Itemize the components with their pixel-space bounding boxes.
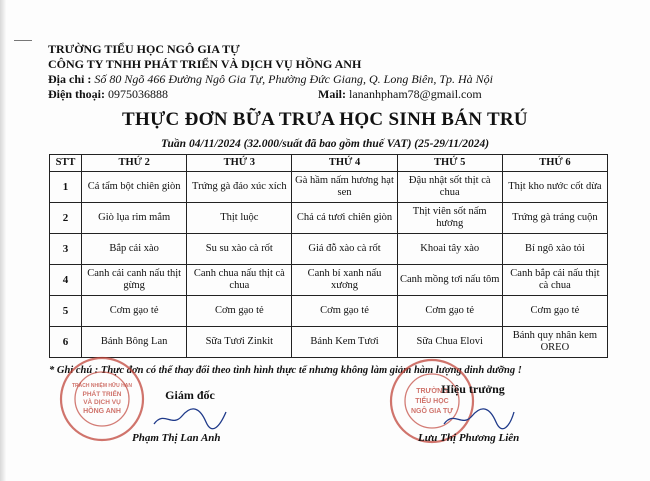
dish-cell: Canh bí xanh nấu xương bbox=[292, 265, 397, 296]
column-header: THỨ 4 bbox=[292, 155, 397, 172]
mail-field bbox=[318, 87, 482, 102]
table-row bbox=[50, 327, 608, 358]
mail-label: Mail: bbox=[318, 87, 346, 101]
dish-cell: Bắp cải xào bbox=[82, 234, 187, 265]
principal-name: Lưu Thị Phương Liên bbox=[418, 432, 520, 444]
director-role: Giám đốc bbox=[165, 388, 215, 402]
svg-text:HỒNG ANH: HỒNG ANH bbox=[83, 408, 121, 415]
address-line bbox=[48, 72, 608, 87]
row-number: 5 bbox=[50, 296, 82, 327]
dish-cell: Khoai tây xào bbox=[397, 234, 502, 265]
svg-text:PHÁT TRIỂN: PHÁT TRIỂN bbox=[82, 391, 122, 398]
dish-cell: Sữa Tươi Zinkit bbox=[187, 327, 292, 358]
column-header: THỨ 3 bbox=[187, 155, 292, 172]
dish-cell: Thịt kho nước cốt dừa bbox=[502, 172, 607, 203]
row-number: 1 bbox=[50, 172, 82, 203]
dish-cell: Canh cải canh nấu thịt gừng bbox=[82, 265, 187, 296]
dish-cell: Canh bắp cải nấu thịt cà chua bbox=[502, 265, 607, 296]
row-number: 3 bbox=[50, 234, 82, 265]
dish-cell: Cơm gạo tẻ bbox=[397, 296, 502, 327]
column-header: THỨ 2 bbox=[82, 155, 187, 172]
dish-cell: Trứng gà tráng cuộn bbox=[502, 203, 607, 234]
table-row bbox=[50, 203, 608, 234]
handwritten-signature-icon bbox=[438, 404, 518, 430]
column-header: THỨ 5 bbox=[397, 155, 502, 172]
svg-text:NGÔ GIA TỰ: NGÔ GIA TỰ bbox=[410, 408, 454, 415]
mail-value: lananhpham78@gmail.com bbox=[349, 87, 482, 101]
director-signature-block bbox=[120, 388, 260, 444]
footnote: * Ghi chú : Thực đơn có thể thay đổi theo tình hình thực tế nhưng không làm giảm hàm lượng dinh dưỡng ! bbox=[49, 365, 522, 376]
director-name: Phạm Thị Lan Anh bbox=[132, 432, 221, 444]
dish-cell: Gà hầm nấm hương hạt sen bbox=[292, 172, 397, 203]
table-row bbox=[50, 265, 608, 296]
phone-value: 0975036888 bbox=[108, 87, 168, 101]
contact-line bbox=[48, 87, 608, 102]
principal-role: Hiệu trưởng bbox=[441, 382, 505, 396]
dish-cell: Canh chua nấu thịt cà chua bbox=[187, 265, 292, 296]
dish-cell: Thịt luộc bbox=[187, 203, 292, 234]
dish-cell: Cơm gạo tẻ bbox=[82, 296, 187, 327]
margin-mark bbox=[14, 40, 32, 41]
menu-title: THỰC ĐƠN BỮA TRƯA HỌC SINH BÁN TRÚ bbox=[122, 109, 528, 130]
week-subtitle: Tuần 04/11/2024 (32.000/suất đã bao gồm thuế VAT) (25-29/11/2024) bbox=[160, 138, 490, 150]
address-label: Địa chỉ : bbox=[48, 72, 92, 86]
dish-cell: Bánh Kem Tươi bbox=[292, 327, 397, 358]
dish-cell: Giò lụa rim mắm bbox=[82, 203, 187, 234]
row-number: 4 bbox=[50, 265, 82, 296]
school-name: TRƯỜNG TIỂU HỌC NGÔ GIA TỰ bbox=[48, 42, 240, 56]
svg-text:TIỂU HỌC: TIỂU HỌC bbox=[415, 398, 449, 405]
table-row bbox=[50, 234, 608, 265]
dish-cell: Bí ngô xào tỏi bbox=[502, 234, 607, 265]
phone-label: Điện thoại: bbox=[48, 87, 105, 101]
dish-cell: Sữa Chua Elovi bbox=[397, 327, 502, 358]
table-header-row bbox=[50, 155, 608, 172]
address-value: Số 80 Ngõ 466 Đường Ngô Gia Tự, Phường Đức Giang, Q. Long Biên, Tp. Hà Nội bbox=[94, 72, 494, 86]
table-row bbox=[50, 172, 608, 203]
dish-cell: Bánh Bông Lan bbox=[82, 327, 187, 358]
row-number: 2 bbox=[50, 203, 82, 234]
svg-text:TRÁCH NHIỆM HỮU HẠN: TRÁCH NHIỆM HỮU HẠN bbox=[72, 383, 132, 389]
phone-field bbox=[48, 87, 168, 102]
dish-cell: Cơm gạo tẻ bbox=[292, 296, 397, 327]
column-header: STT bbox=[50, 155, 82, 172]
dish-cell: Trứng gà đảo xúc xích bbox=[187, 172, 292, 203]
dish-cell: Cơm gạo tẻ bbox=[187, 296, 292, 327]
column-header: THỨ 6 bbox=[502, 155, 607, 172]
dish-cell: Cá tẩm bột chiên giòn bbox=[82, 172, 187, 203]
row-number: 6 bbox=[50, 327, 82, 358]
table-row bbox=[50, 296, 608, 327]
handwritten-signature-icon bbox=[150, 406, 230, 430]
dish-cell: Chả cá tươi chiên giòn bbox=[292, 203, 397, 234]
dish-cell: Cơm gạo tẻ bbox=[502, 296, 607, 327]
svg-text:TRƯỜNG: TRƯỜNG bbox=[416, 388, 448, 395]
lunch-menu-table bbox=[49, 154, 608, 358]
page-fold-shadow bbox=[0, 0, 6, 481]
dish-cell: Su su xào cà rốt bbox=[187, 234, 292, 265]
dish-cell: Thịt viên sốt nấm hương bbox=[397, 203, 502, 234]
svg-text:VÀ DỊCH VỤ: VÀ DỊCH VỤ bbox=[83, 399, 121, 406]
dish-cell: Đậu nhật sốt thịt cà chua bbox=[397, 172, 502, 203]
dish-cell: Giá đỗ xào cà rốt bbox=[292, 234, 397, 265]
dish-cell: Bánh quy nhân kem OREO bbox=[502, 327, 607, 358]
letterhead bbox=[48, 42, 608, 102]
company-name: CÔNG TY TNHH PHÁT TRIỂN VÀ DỊCH VỤ HỒNG ANH bbox=[48, 57, 362, 71]
dish-cell: Canh mồng tơi nấu tôm bbox=[397, 265, 502, 296]
